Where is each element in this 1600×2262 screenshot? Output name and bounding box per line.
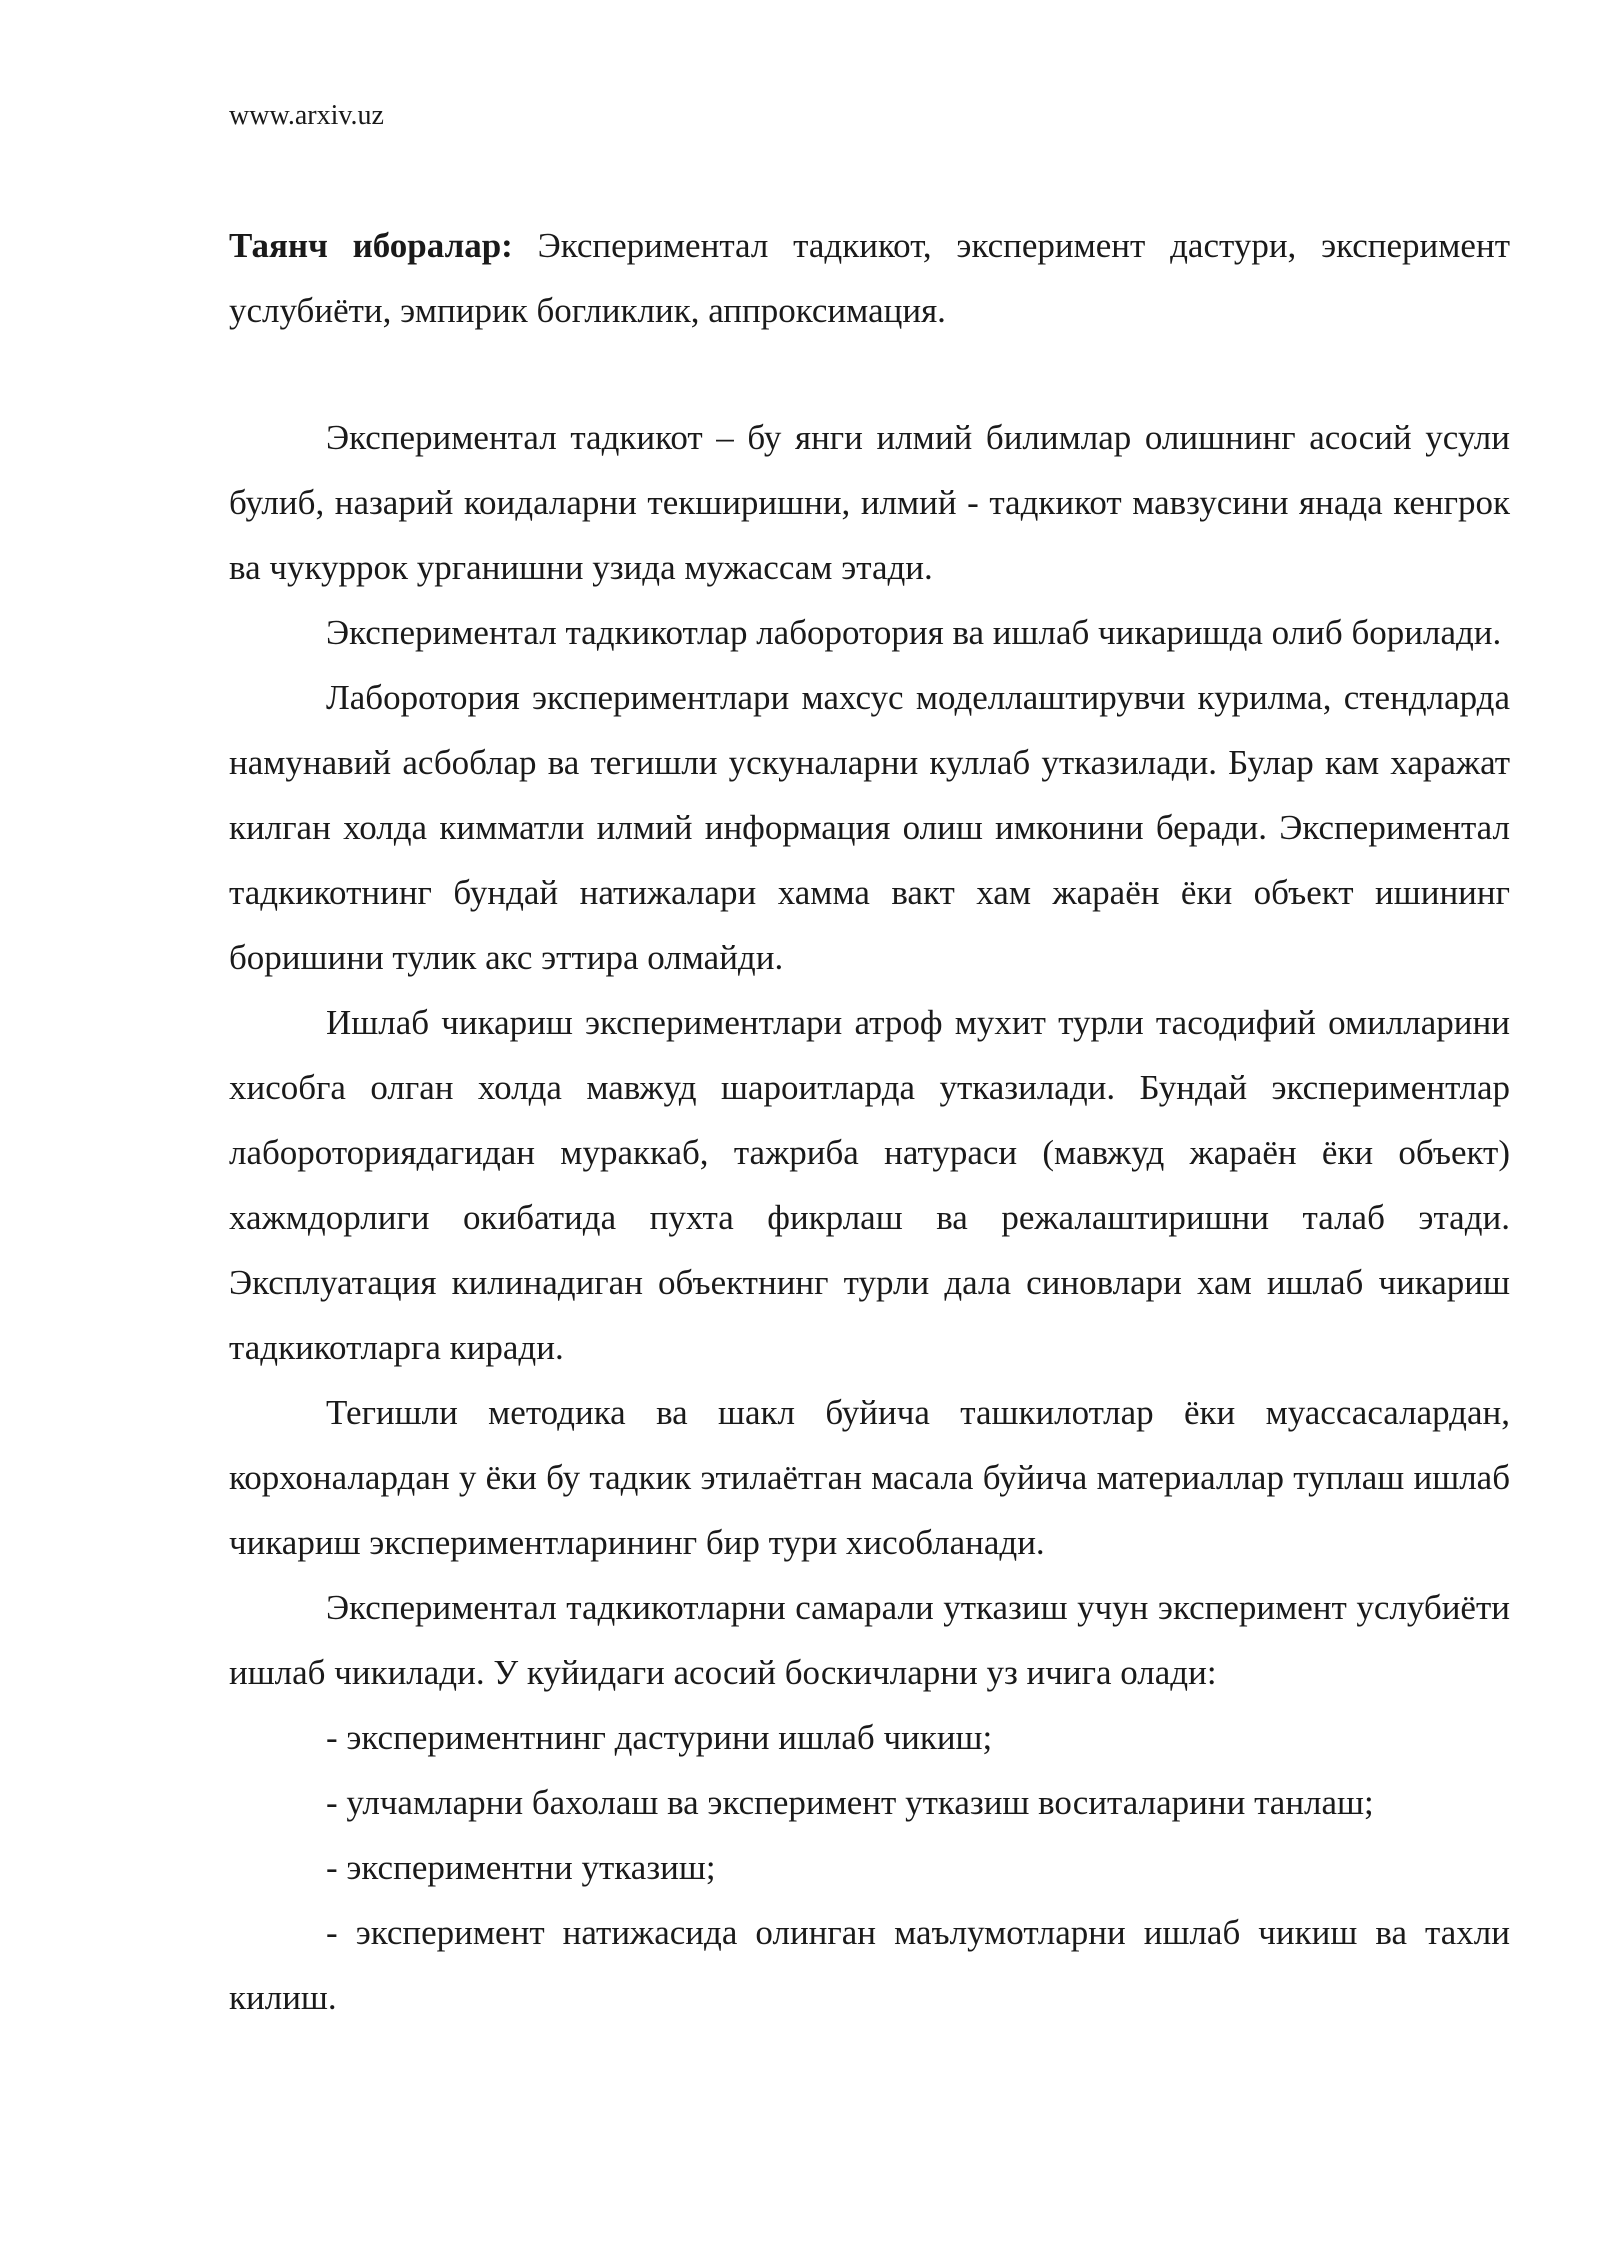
page-header-url: www.arxiv.uz: [229, 100, 384, 131]
document-body: [229, 213, 1510, 2030]
body-paragraph: Экспериментал тадкикотларни самарали утказиш учун эксперимент услубиёти ишлаб чикилади. У куйидаги асосий боскичларни уз ичига олади:: [229, 1588, 1510, 1692]
list-item: - эксперимент натижасида олинган маълумотларни ишлаб чикиш ва тахли килиш.: [229, 1913, 1510, 2017]
keywords-text: Экспериментал тадкикот, эксперимент дастури, эксперимент услубиёти, эмпирик богликлик, аппроксимация.: [229, 226, 1510, 330]
body-paragraph: Тегишли методика ва шакл буйича ташкилотлар ёки муассасалардан, корхоналардан у ёки бу тадкик этилаётган масала буйича материаллар туплаш ишлаб чикариш экспериментларининг бир тури хисобланади.: [229, 1393, 1510, 1562]
list-item: - экспериментни утказиш;: [326, 1848, 716, 1887]
body-paragraph: Лабоpотоpия экспериментлари махсус моделлаштирувчи курилма, стендларда намунавий асбоблар ва тегишли ускуналарни куллаб утказилади. Булар кам харажат килган холда кимматли илмий информация олиш имконини беради. Экспериментал тадкикотнинг бундай натижалари хамма вакт хам жараён ёки объект ишининг боришини тулик акс эттира олмайди.: [229, 678, 1510, 977]
keywords-label: Таянч иборалар:: [229, 226, 513, 265]
body-paragraph: Экспериментал тадкикотлар лабоpотоpия ва ишлаб чикаришда олиб борилади.: [326, 613, 1502, 652]
list-item: - экспериментнинг дастурини ишлаб чикиш;: [326, 1718, 993, 1757]
keywords-paragraph: [229, 213, 1510, 343]
list-item: - улчамларни бахолаш ва эксперимент утказиш воситаларини танлаш;: [326, 1783, 1374, 1822]
body-paragraph: Ишлаб чикариш экспериментлари атроф мухит турли тасодифий омилларини хисобга олган холда мавжуд шароитларда утказилади. Бундай экспериментлар лабоpотоpиядагидан мураккаб, тажриба натураси (мавжуд жараён ёки объект) хажмдорлиги окибатида пухта фикрлаш ва режалаштиришни талаб этади. Эксплуатация килинадиган объектнинг турли дала синовлари хам ишлаб чикариш тадкикотларга киради.: [229, 1003, 1510, 1367]
body-paragraph: Экспериментал тадкикот – бу янги илмий билимлар олишнинг асосий усули булиб, назарий коидаларни текширишни, илмий - тадкикот мавзусини янада кенгрок ва чукуррок урганишни узида мужассам этади.: [229, 418, 1510, 587]
